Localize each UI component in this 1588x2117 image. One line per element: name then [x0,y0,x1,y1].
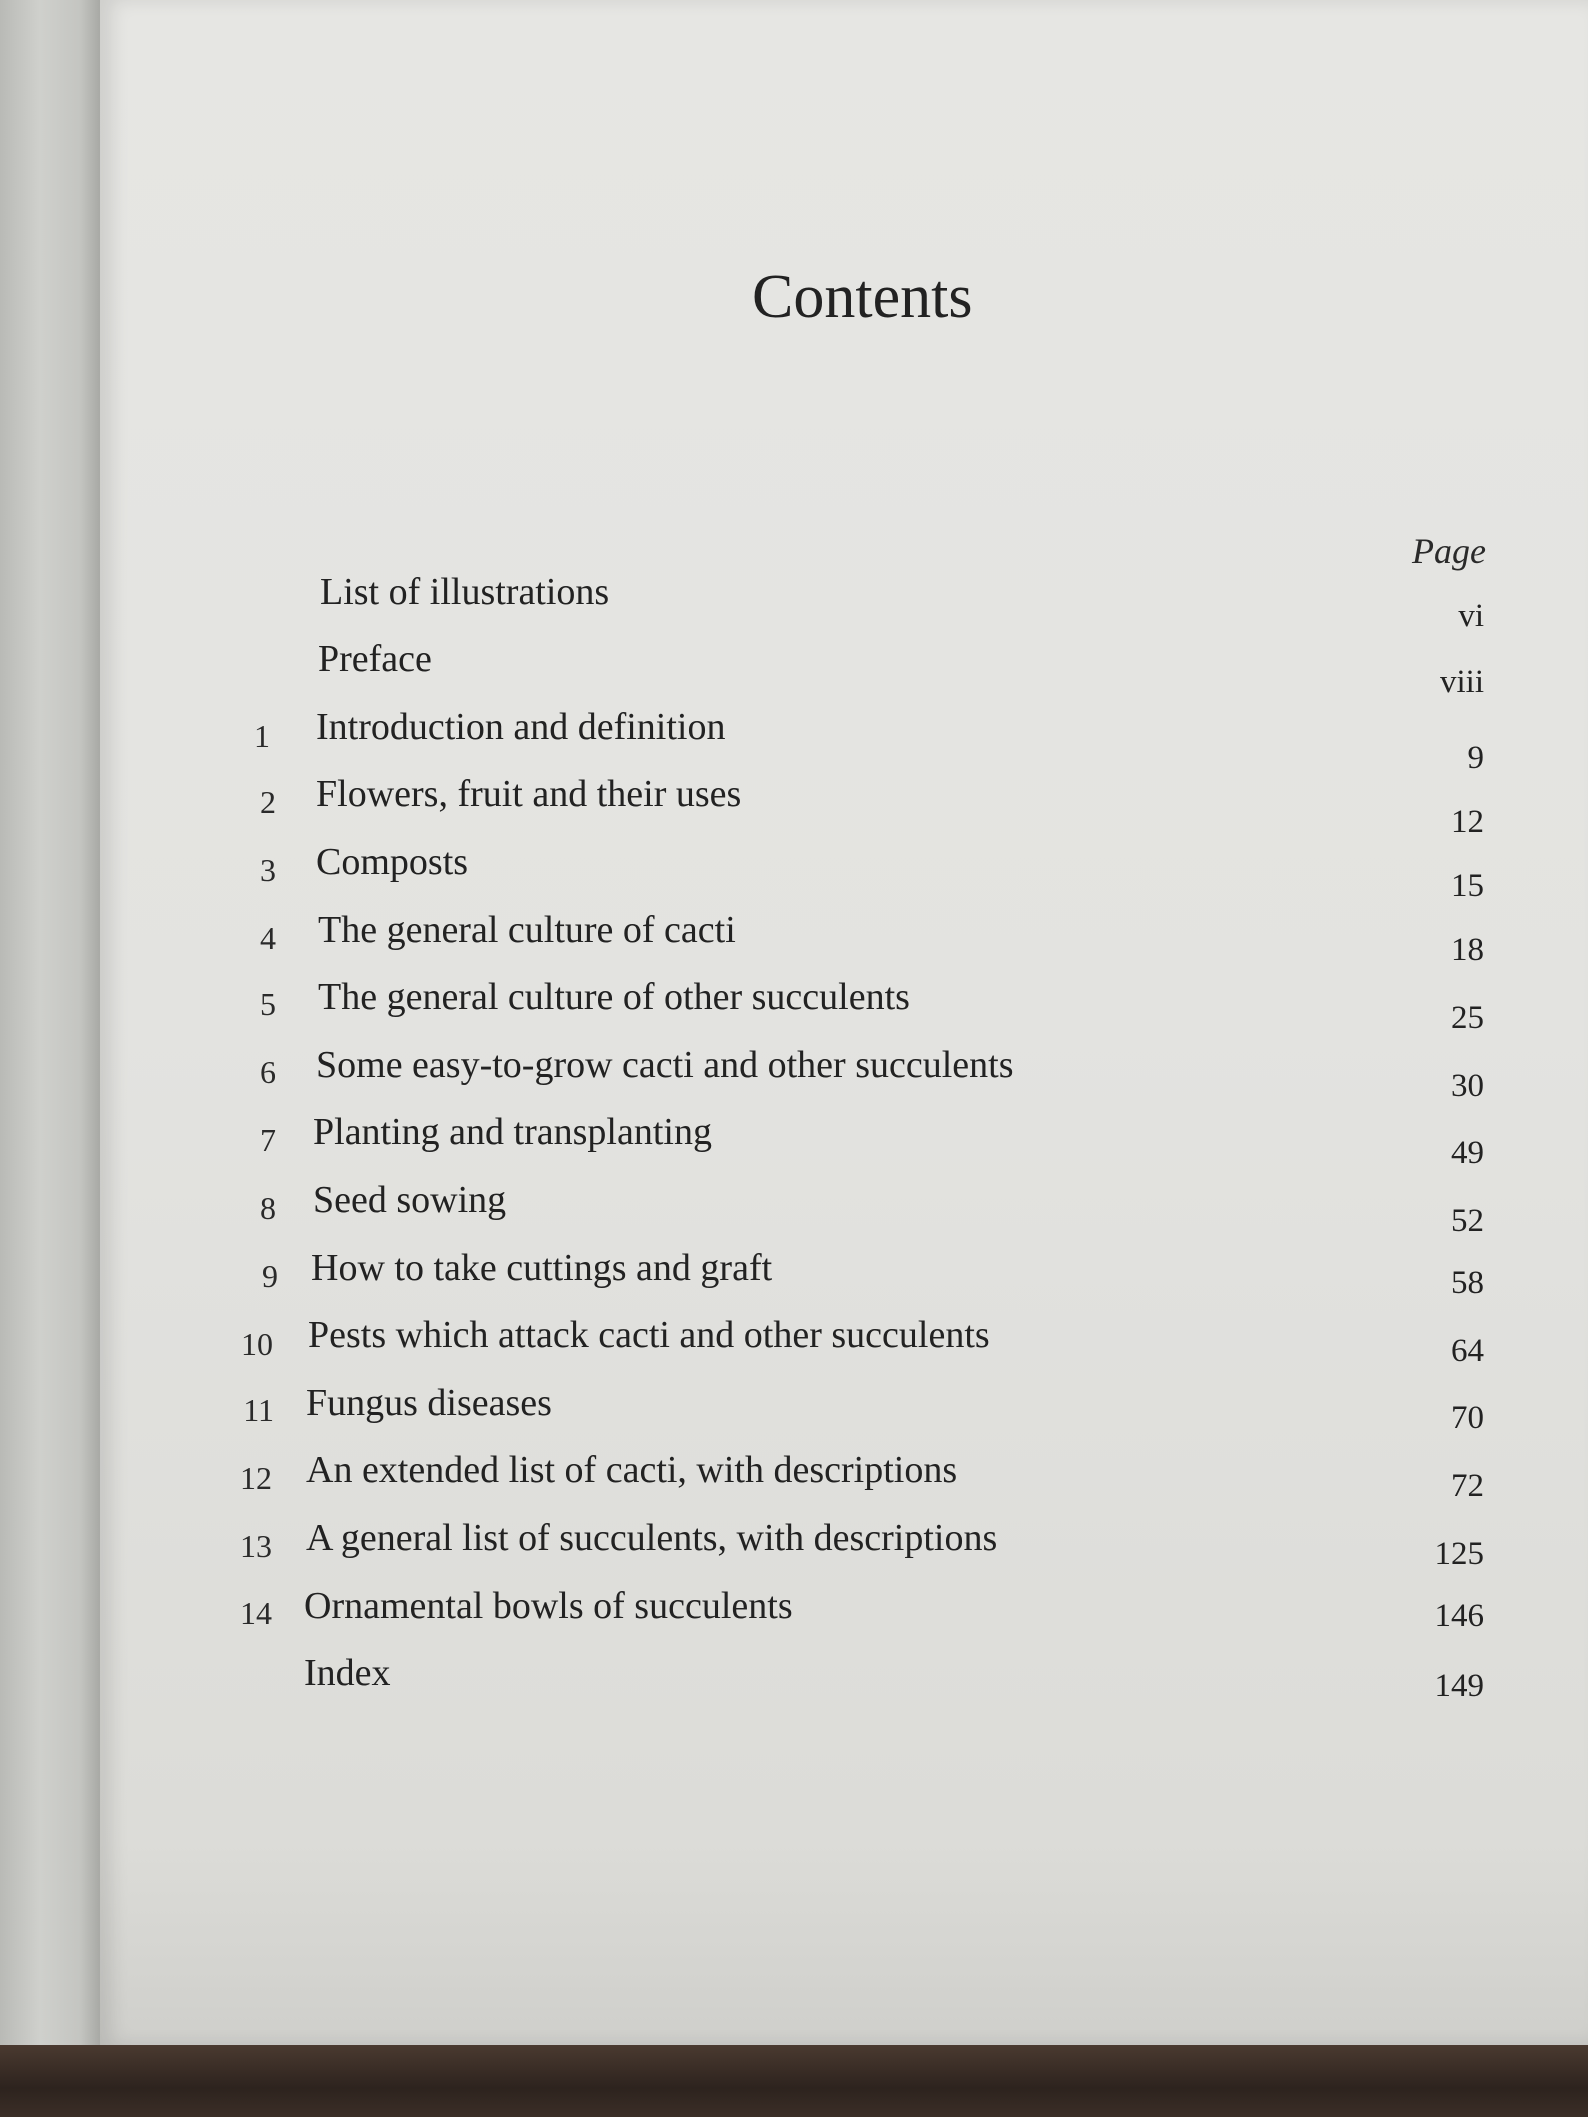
page-column-header: Page [1412,531,1486,571]
toc-entry-title: Composts [316,841,469,883]
toc-entry-title: Seed sowing [313,1179,507,1221]
toc-entry-title: Pests which attack cacti and other succulents [308,1314,990,1356]
chapter-number: 9 [262,1258,278,1294]
chapter-number: 3 [260,852,276,888]
chapter-number: 2 [260,784,276,820]
chapter-number: 11 [243,1392,274,1428]
toc-entry-title: Some easy-to-grow cacti and other succulents [316,1044,1014,1086]
toc-entry-title: An extended list of cacti, with descriptions [306,1449,958,1491]
toc-entry-page-number: 146 [1434,1598,1484,1634]
chapter-number: 6 [260,1054,276,1090]
toc-entry-title: Planting and transplanting [313,1111,712,1153]
toc-entry-page-number: 12 [1451,804,1484,840]
toc-entry-page-number: 25 [1451,1000,1484,1036]
toc-entry-title: How to take cuttings and graft [311,1247,773,1289]
toc-entry-title: Ornamental bowls of succulents [304,1585,793,1627]
toc-entry-page-number: 125 [1434,1536,1484,1572]
toc-entry-page-number: 72 [1451,1468,1484,1504]
toc-entry-page-number: 49 [1451,1135,1484,1171]
toc-entry-title: Preface [318,638,432,680]
chapter-number: 5 [260,986,276,1022]
toc-entry-page-number: vi [1458,598,1484,634]
chapter-number: 12 [240,1460,272,1496]
toc-entry-page-number: 15 [1451,868,1484,904]
toc-entry-title: Index [304,1652,391,1694]
chapter-number: 7 [260,1122,276,1158]
toc-entry-page-number: 58 [1451,1265,1484,1301]
toc-entry-title: The general culture of other succulents [318,976,910,1018]
toc-entry-title: The general culture of cacti [318,909,736,951]
chapter-number: 8 [260,1190,276,1226]
toc-entry-title: Fungus diseases [306,1382,552,1424]
chapter-number: 1 [254,718,270,754]
toc-entry-page-number: 9 [1467,740,1484,776]
chapter-number: 4 [260,920,276,956]
toc-entry-title: Introduction and definition [316,706,726,748]
toc-entry-title: List of illustrations [320,571,610,613]
toc-entry-page-number: 18 [1451,932,1484,968]
toc-entry-page-number: viii [1439,664,1484,700]
toc-entry-title: A general list of succulents, with descriptions [306,1517,998,1559]
facing-page-edge [0,0,100,2050]
table-surface [0,2045,1588,2117]
toc-entry-page-number: 70 [1451,1400,1484,1436]
chapter-number: 14 [240,1595,272,1631]
toc-entry-page-number: 52 [1451,1203,1484,1239]
toc-entry-page-number: 149 [1434,1668,1484,1704]
page-title: Contents [752,263,973,331]
chapter-number: 10 [241,1326,273,1362]
toc-entry-title: Flowers, fruit and their uses [316,773,742,815]
toc-entry-page-number: 64 [1451,1333,1484,1369]
toc-entry-page-number: 30 [1451,1068,1484,1104]
chapter-number: 13 [240,1528,272,1564]
